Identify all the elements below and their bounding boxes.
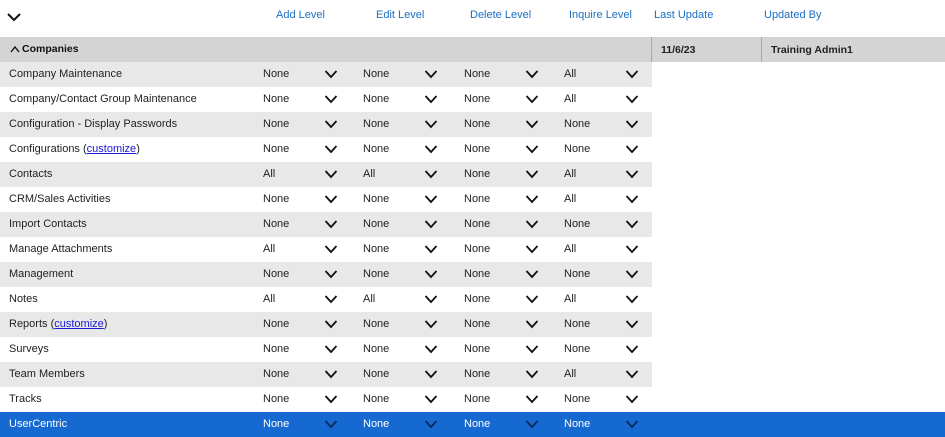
row-label-text: Company/Contact Group Maintenance <box>9 93 197 105</box>
table-row[interactable] <box>0 312 945 337</box>
chevron-down-icon[interactable] <box>625 69 639 79</box>
edit-level-select[interactable]: None <box>363 243 390 255</box>
row-label <box>9 218 87 230</box>
row-label-text: Manage Attachments <box>9 243 113 255</box>
row-label <box>9 368 85 380</box>
chevron-down-icon[interactable] <box>625 194 639 204</box>
inquire-level-select[interactable]: All <box>564 168 577 180</box>
chevron-down-icon[interactable] <box>324 419 338 429</box>
chevron-down-icon[interactable] <box>625 419 639 429</box>
table-header <box>0 0 945 37</box>
table-row[interactable] <box>0 387 945 412</box>
chevron-down-icon[interactable] <box>525 269 539 279</box>
table-row[interactable] <box>0 412 945 437</box>
chevron-down-icon[interactable] <box>424 219 438 229</box>
row-label-text: Tracks <box>9 393 42 405</box>
add-level-select[interactable]: None <box>263 118 290 130</box>
column-divider <box>651 37 652 62</box>
column-header-edit-level[interactable]: Edit Level <box>376 9 425 21</box>
chevron-down-icon[interactable] <box>324 119 338 129</box>
inquire-level-select[interactable]: None <box>564 343 591 355</box>
chevron-down-icon[interactable] <box>324 144 338 154</box>
row-label-text: Team Members <box>9 368 85 380</box>
column-header-last-update[interactable]: Last Update <box>654 9 714 21</box>
chevron-down-icon[interactable] <box>525 169 539 179</box>
chevron-down-icon[interactable] <box>424 294 438 304</box>
inquire-level-select[interactable]: All <box>564 243 577 255</box>
row-label <box>9 168 52 180</box>
inquire-level-select[interactable]: None <box>564 218 591 230</box>
chevron-down-icon[interactable] <box>424 419 438 429</box>
edit-level-select[interactable]: None <box>363 68 390 80</box>
add-level-select[interactable]: None <box>263 368 290 380</box>
add-level-select[interactable]: All <box>263 243 276 255</box>
table-row[interactable] <box>0 237 945 262</box>
chevron-down-icon[interactable] <box>424 194 438 204</box>
delete-level-select[interactable]: None <box>464 243 491 255</box>
add-level-select[interactable]: None <box>263 93 290 105</box>
table-row[interactable] <box>0 62 945 87</box>
row-label-suffix: ) <box>103 318 108 330</box>
chevron-down-icon[interactable] <box>324 194 338 204</box>
edit-level-select[interactable]: All <box>363 293 376 305</box>
inquire-level-select[interactable]: None <box>564 268 591 280</box>
column-header-add-level[interactable]: Add Level <box>276 9 325 21</box>
inquire-level-select[interactable]: All <box>564 368 577 380</box>
table-row[interactable] <box>0 87 945 112</box>
table-row[interactable] <box>0 162 945 187</box>
edit-level-select[interactable]: None <box>363 193 390 205</box>
delete-level-select[interactable]: None <box>464 293 491 305</box>
row-label <box>9 193 110 205</box>
chevron-down-icon[interactable] <box>625 144 639 154</box>
row-label <box>9 268 73 280</box>
chevron-down-icon[interactable] <box>525 394 539 404</box>
inquire-level-select[interactable]: None <box>564 118 591 130</box>
chevron-down-icon[interactable] <box>324 169 338 179</box>
row-label-text: Company Maintenance <box>9 68 123 80</box>
group-last-update: 11/6/23 <box>661 44 696 56</box>
delete-level-select[interactable]: None <box>464 318 491 330</box>
row-label-text: Import Contacts <box>9 218 87 230</box>
table-row[interactable] <box>0 362 945 387</box>
chevron-down-icon[interactable] <box>625 344 639 354</box>
chevron-down-icon[interactable] <box>525 294 539 304</box>
row-label-text: CRM/Sales Activities <box>9 193 111 205</box>
chevron-down-icon[interactable] <box>324 294 338 304</box>
chevron-down-icon[interactable] <box>324 319 338 329</box>
chevron-down-icon[interactable] <box>525 244 539 254</box>
chevron-down-icon[interactable] <box>525 344 539 354</box>
chevron-down-icon[interactable] <box>324 394 338 404</box>
chevron-down-icon[interactable] <box>424 369 438 379</box>
table-row[interactable] <box>0 212 945 237</box>
table-row[interactable] <box>0 112 945 137</box>
delete-level-select[interactable]: None <box>464 268 491 280</box>
inquire-level-select[interactable]: All <box>564 68 577 80</box>
row-label-text: Reports ( <box>9 318 55 330</box>
chevron-down-icon[interactable] <box>625 319 639 329</box>
delete-level-select[interactable]: None <box>464 368 491 380</box>
delete-level-select[interactable]: None <box>464 93 491 105</box>
chevron-down-icon[interactable] <box>525 419 539 429</box>
group-title[interactable] <box>10 43 79 55</box>
chevron-down-icon[interactable] <box>625 269 639 279</box>
chevron-down-icon[interactable] <box>324 69 338 79</box>
row-label-text: Notes <box>9 293 38 305</box>
edit-level-select[interactable]: None <box>363 268 390 280</box>
delete-level-select[interactable]: None <box>464 418 491 430</box>
chevron-down-icon[interactable] <box>625 94 639 104</box>
delete-level-select[interactable]: None <box>464 218 491 230</box>
add-level-select[interactable]: None <box>263 218 290 230</box>
chevron-down-icon[interactable] <box>424 94 438 104</box>
chevron-down-icon[interactable] <box>424 144 438 154</box>
chevron-down-icon[interactable] <box>324 269 338 279</box>
chevron-down-icon[interactable] <box>324 244 338 254</box>
chevron-down-icon[interactable] <box>424 394 438 404</box>
chevron-down-icon[interactable] <box>525 144 539 154</box>
edit-level-select[interactable]: None <box>363 93 390 105</box>
add-level-select[interactable]: None <box>263 393 290 405</box>
column-divider <box>761 37 762 62</box>
row-label-text: Management <box>9 268 74 280</box>
chevron-down-icon[interactable] <box>324 94 338 104</box>
add-level-select[interactable]: None <box>263 318 290 330</box>
edit-level-select[interactable]: None <box>363 393 390 405</box>
chevron-down-icon[interactable] <box>424 119 438 129</box>
edit-level-select[interactable]: None <box>363 318 390 330</box>
row-label-text: Configuration - Display Passwords <box>9 118 178 130</box>
chevron-down-icon[interactable] <box>424 244 438 254</box>
table-row[interactable] <box>0 187 945 212</box>
customize-link[interactable]: customize <box>54 318 104 330</box>
chevron-down-icon[interactable] <box>424 169 438 179</box>
chevron-down-icon[interactable] <box>424 344 438 354</box>
table-row[interactable] <box>0 137 945 162</box>
row-label-text: Surveys <box>9 343 49 355</box>
group-updated-by: Training Admin1 <box>771 44 853 56</box>
table-row[interactable] <box>0 262 945 287</box>
add-level-select[interactable]: None <box>263 268 290 280</box>
column-header-updated-by[interactable]: Updated By <box>764 9 822 21</box>
chevron-down-icon[interactable] <box>525 219 539 229</box>
add-level-select[interactable]: None <box>263 343 290 355</box>
table-row[interactable] <box>0 287 945 312</box>
edit-level-select[interactable]: None <box>363 418 390 430</box>
row-label <box>9 393 42 405</box>
row-label-text: Contacts <box>9 168 53 180</box>
inquire-level-select[interactable]: All <box>564 193 577 205</box>
inquire-level-select[interactable]: All <box>564 293 577 305</box>
inquire-level-select[interactable]: All <box>564 93 577 105</box>
row-label-text: UserCentric <box>9 418 68 430</box>
row-label-suffix: ) <box>136 143 140 155</box>
chevron-down-icon[interactable] <box>625 294 639 304</box>
edit-level-select[interactable]: None <box>363 218 390 230</box>
row-label <box>9 68 122 80</box>
chevron-down-icon[interactable] <box>525 119 539 129</box>
edit-level-select[interactable]: None <box>363 143 390 155</box>
customize-link[interactable]: customize <box>86 143 137 155</box>
row-label <box>9 93 197 105</box>
add-level-select[interactable]: All <box>263 293 276 305</box>
inquire-level-select[interactable]: None <box>564 418 591 430</box>
delete-level-select[interactable]: None <box>464 193 491 205</box>
row-label <box>9 293 38 305</box>
delete-level-select[interactable]: None <box>464 343 491 355</box>
chevron-down-icon[interactable] <box>525 369 539 379</box>
edit-level-select[interactable]: None <box>363 368 390 380</box>
chevron-down-icon[interactable] <box>625 394 639 404</box>
chevron-down-icon[interactable] <box>424 319 438 329</box>
delete-level-select[interactable]: None <box>464 393 491 405</box>
delete-level-select[interactable]: None <box>464 118 491 130</box>
delete-level-select[interactable]: None <box>464 143 491 155</box>
column-header-delete-level[interactable]: Delete Level <box>470 9 532 21</box>
chevron-down-icon[interactable] <box>525 194 539 204</box>
chevron-down-icon[interactable] <box>625 119 639 129</box>
delete-level-select[interactable]: None <box>464 68 491 80</box>
row-label <box>9 343 49 355</box>
inquire-level-select[interactable]: None <box>564 143 591 155</box>
chevron-down-icon[interactable] <box>525 319 539 329</box>
chevron-down-icon[interactable] <box>625 244 639 254</box>
row-label <box>9 418 67 430</box>
add-level-select[interactable]: None <box>263 418 290 430</box>
chevron-down-icon[interactable] <box>625 369 639 379</box>
chevron-down-icon[interactable] <box>424 69 438 79</box>
row-label <box>9 143 140 155</box>
edit-level-select[interactable]: None <box>363 118 390 130</box>
column-header-inquire-level[interactable]: Inquire Level <box>569 9 632 21</box>
chevron-down-icon[interactable] <box>6 10 22 24</box>
edit-level-select[interactable]: All <box>363 168 376 180</box>
row-label-text: Configurations ( <box>9 143 87 155</box>
delete-level-select[interactable]: None <box>464 168 491 180</box>
chevron-down-icon[interactable] <box>424 269 438 279</box>
chevron-down-icon[interactable] <box>324 369 338 379</box>
chevron-up-icon[interactable] <box>10 45 20 53</box>
add-level-select[interactable]: None <box>263 193 290 205</box>
chevron-down-icon[interactable] <box>324 344 338 354</box>
add-level-select[interactable]: All <box>263 168 276 180</box>
chevron-down-icon[interactable] <box>324 219 338 229</box>
row-label <box>9 118 177 130</box>
row-label <box>9 243 112 255</box>
group-title-label: Companies <box>22 43 79 55</box>
add-level-select[interactable]: None <box>263 143 290 155</box>
table-row[interactable] <box>0 337 945 362</box>
chevron-down-icon[interactable] <box>525 69 539 79</box>
add-level-select[interactable]: None <box>263 68 290 80</box>
chevron-down-icon[interactable] <box>625 219 639 229</box>
chevron-down-icon[interactable] <box>525 94 539 104</box>
row-label <box>9 318 107 330</box>
group-header-companies[interactable] <box>0 37 945 62</box>
inquire-level-select[interactable]: None <box>564 318 591 330</box>
inquire-level-select[interactable]: None <box>564 393 591 405</box>
chevron-down-icon[interactable] <box>625 169 639 179</box>
edit-level-select[interactable]: None <box>363 343 390 355</box>
